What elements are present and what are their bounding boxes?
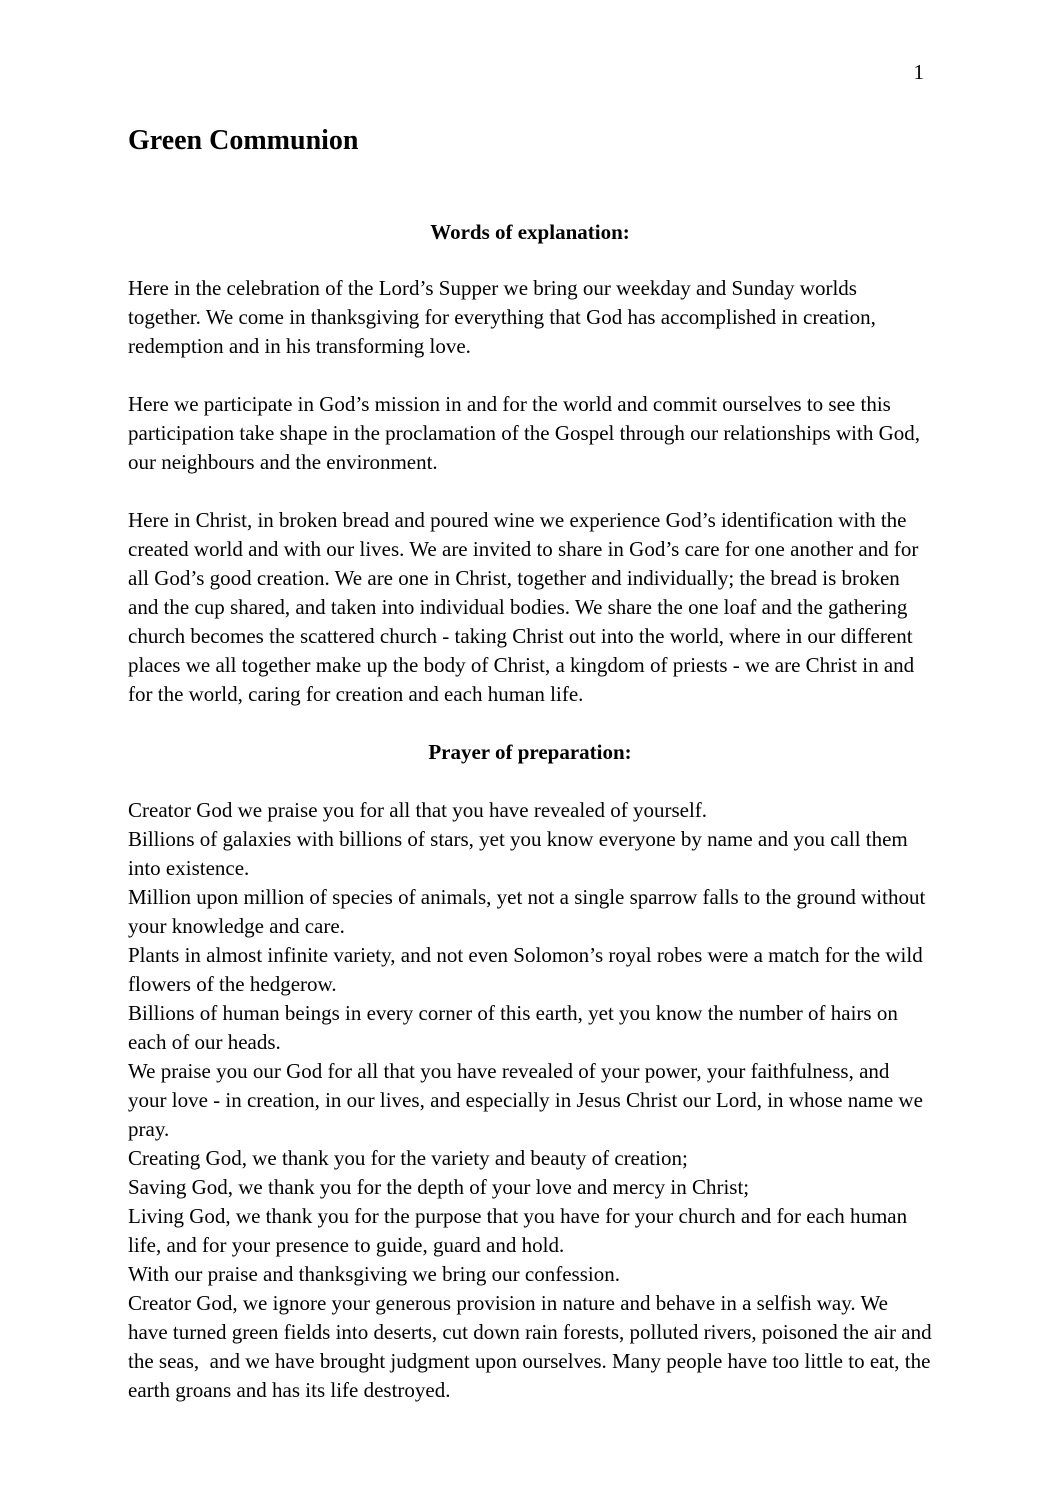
section-prayer-of-preparation: [128, 738, 937, 1405]
document-title: Green Communion: [128, 125, 359, 156]
prayer-line: Billions of galaxies with billions of stars, yet you know everyone by name and you call them into existence.: [128, 827, 914, 880]
prayer-line: With our praise and thanksgiving we bring our confession.: [128, 1262, 620, 1286]
prayer-line: Million upon million of species of animals, yet not a single sparrow falls to the ground without your knowledge and care.: [128, 885, 931, 938]
prayer-line: Plants in almost infinite variety, and not even Solomon’s royal robes were a match for the wild flowers of the hedgerow.: [128, 943, 928, 996]
prayer-line: Creator God, we ignore your generous provision in nature and behave in a selfish way. We have turned green fields into deserts, cut down rain forests, polluted rivers, poisoned the air and the seas, and we have brought judgment upon ourselves. Many people have too little to eat, the earth groans and has its life destroyed.: [128, 1291, 937, 1402]
prayer-line: Living God, we thank you for the purpose that you have for your church and for each human life, and for your presence to guide, guard and hold.: [128, 1204, 913, 1257]
section-heading-words-of-explanation: Words of explanation:: [430, 220, 630, 244]
prayer-line: Creator God we praise you for all that you have revealed of yourself.: [128, 798, 708, 822]
prayer-line: Billions of human beings in every corner of this earth, yet you know the number of hairs on each of our heads.: [128, 1001, 904, 1054]
page-number: 1: [913, 60, 924, 84]
prayer-line: Creating God, we thank you for the variety and beauty of creation;: [128, 1146, 688, 1170]
paragraph: Here in Christ, in broken bread and poured wine we experience God’s identification with the created world and with our lives. We are invited to share in God’s care for one another and for all God’s good creation. We are one in Christ, together and individually; the bread is broken and the cup shared, and taken into individual bodies. We share the one loaf and the gathering church becomes the scattered church - taking Christ out into the world, where in our different places we all together make up the body of Christ, a kingdom of priests - we are Christ in and for the world, caring for creation and each human life.: [128, 508, 924, 706]
paragraph: Here we participate in God’s mission in and for the world and commit ourselves to see this participation take shape in the proclamation of the Gospel through our relationships with God, our neighbours and the environment.: [128, 392, 926, 474]
prayer-line: Saving God, we thank you for the depth of your love and mercy in Christ;: [128, 1175, 750, 1199]
section-words-of-explanation: [128, 218, 932, 709]
prayer-line: We praise you our God for all that you have revealed of your power, your faithfulness, and your love - in creation, in our lives, and especially in Jesus Christ our Lord, in whose name we pray.: [128, 1059, 929, 1141]
section-heading-prayer-of-preparation: Prayer of preparation:: [428, 740, 632, 764]
paragraph: Here in the celebration of the Lord’s Supper we bring our weekday and Sunday worlds together. We come in thanksgiving for everything that God has accomplished in creation, redemption and in his transforming love.: [128, 276, 882, 358]
